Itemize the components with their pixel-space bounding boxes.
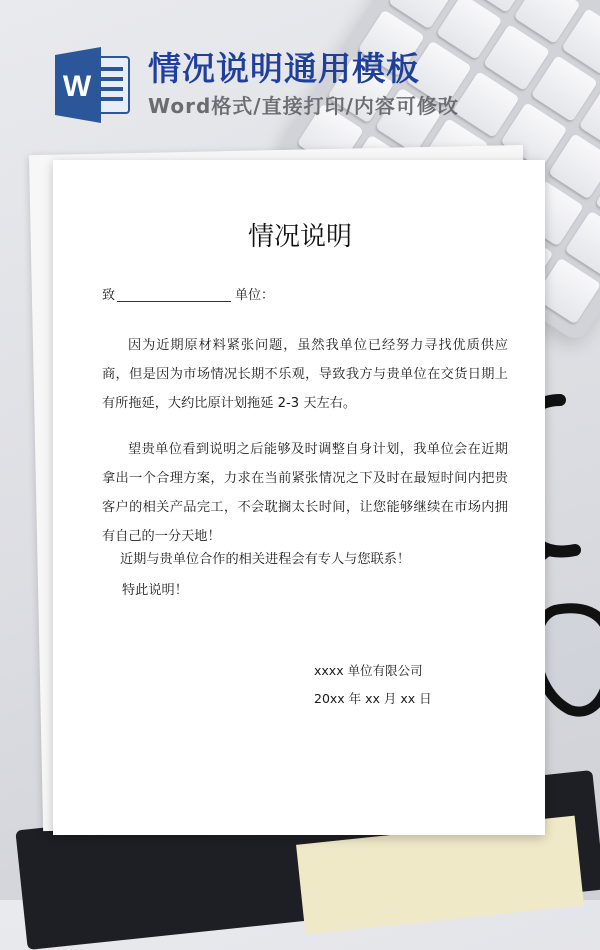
recipient-suffix: 单位： (235, 288, 275, 303)
signature-company: xxxx 单位有限公司 (314, 663, 423, 678)
signature-date: 20xx 年 xx 月 xx 日 (314, 691, 432, 706)
template-title: 情况说明通用模板 (148, 49, 420, 88)
recipient-line (102, 284, 274, 303)
closing-line: 特此说明！ (122, 583, 188, 598)
word-icon (55, 47, 131, 123)
recipient-blank (117, 287, 231, 302)
body-paragraph-3: 近期与贵单位合作的相关进程会有专人与您联系！ (120, 552, 411, 567)
body-paragraph-1: 因为近期原材料紧张问题，虽然我单位已经努力寻找优质供应商，但是因为市场情况长期不乐观，导致我方与贵单位在交货日期上有所拖延，大约比原计划拖延 2-3 天左右。 (102, 338, 508, 411)
recipient-prefix: 致 (102, 288, 116, 303)
template-subtitle: Word格式/直接打印/内容可修改 (148, 94, 459, 118)
svg-text:W: W (62, 70, 92, 103)
body-paragraph-2: 望贵单位看到说明之后能够及时调整自身计划，我单位会在近期拿出一个合理方案，力求在当前紧张情况之下及时在最短时间内把贵客户的相关产品完工，不会耽搁太长时间，让您能够继续在市场内拥有自己的一分天地！ (102, 442, 508, 544)
document-title: 情况说明 (247, 222, 352, 252)
